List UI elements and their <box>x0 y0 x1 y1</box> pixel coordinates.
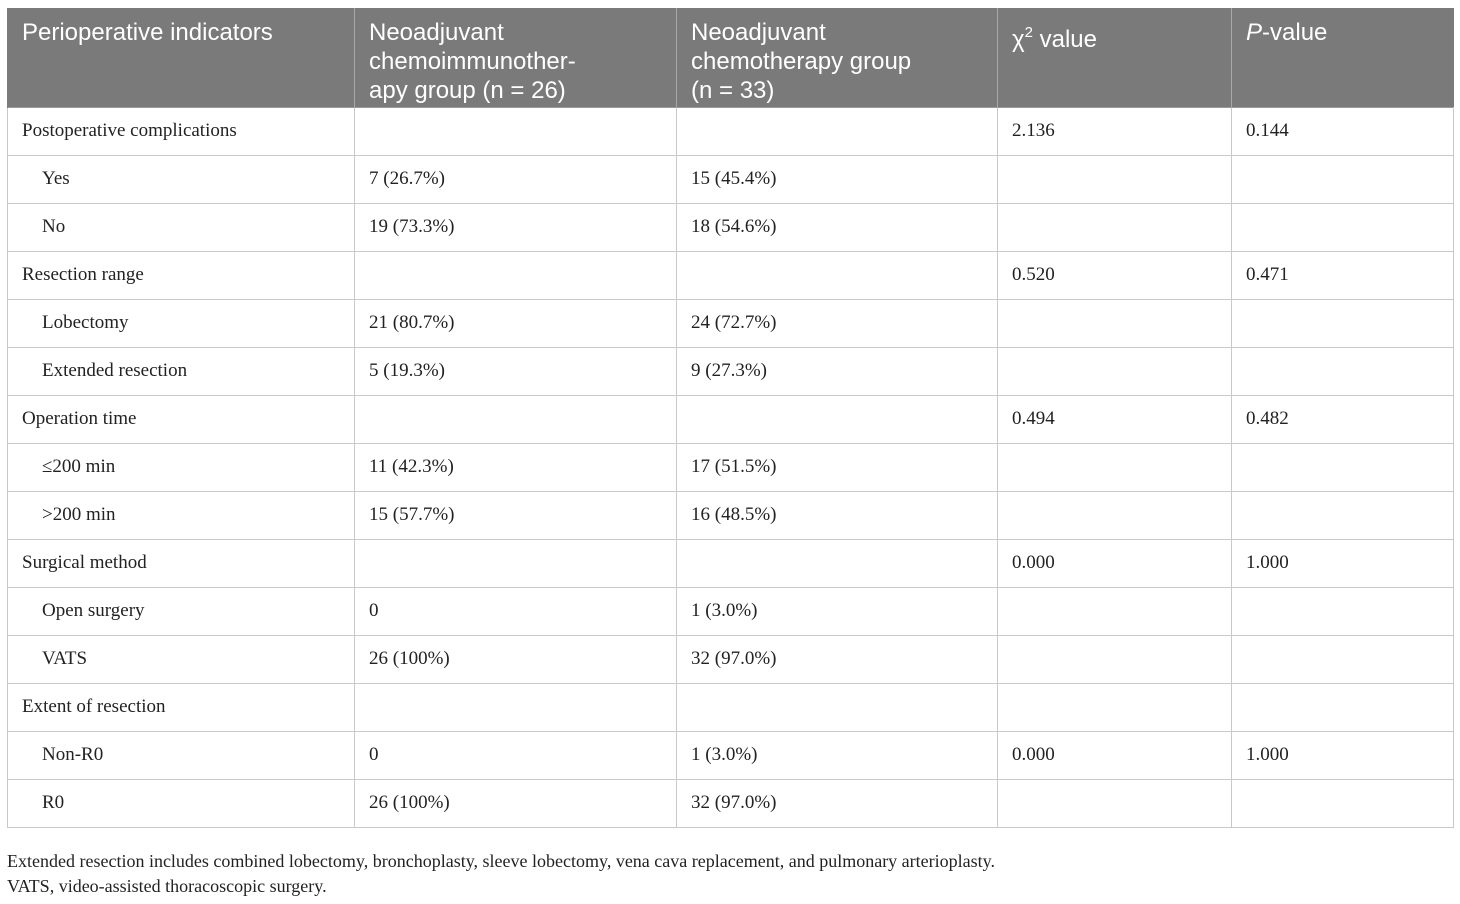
chemotherapy-value: 1 (3.0%) <box>677 731 998 779</box>
chi-square-value <box>998 587 1232 635</box>
row-label: Extent of resection <box>8 683 355 731</box>
perioperative-table <box>7 8 1454 828</box>
header-p-value: P-value <box>1232 8 1454 107</box>
footnote-extended-resection: Extended resection includes combined lobectomy, bronchoplasty, sleeve lobectomy, vena cava replacement, and pulmonary arterioplasty. <box>7 851 995 871</box>
chemoimmunotherapy-value <box>355 395 677 443</box>
chemoimmunotherapy-value: 26 (100%) <box>355 779 677 827</box>
p-value <box>1232 299 1454 347</box>
chemotherapy-value: 18 (54.6%) <box>677 203 998 251</box>
table-row <box>8 155 1454 203</box>
p-value: 0.482 <box>1232 395 1454 443</box>
chemotherapy-value: 17 (51.5%) <box>677 443 998 491</box>
chemoimmunotherapy-value: 5 (19.3%) <box>355 347 677 395</box>
chi-square-value <box>998 347 1232 395</box>
chemotherapy-value <box>677 395 998 443</box>
table-row <box>8 107 1454 155</box>
row-label: Surgical method <box>8 539 355 587</box>
p-value <box>1232 443 1454 491</box>
chemoimmunotherapy-value: 19 (73.3%) <box>355 203 677 251</box>
chemoimmunotherapy-value: 0 <box>355 587 677 635</box>
row-label: Resection range <box>8 251 355 299</box>
table-footnotes <box>7 849 1447 899</box>
row-label: Extended resection <box>8 347 355 395</box>
table-row <box>8 395 1454 443</box>
p-value <box>1232 155 1454 203</box>
chi-square-value <box>998 203 1232 251</box>
perioperative-table-container <box>7 8 1453 828</box>
chi-square-value <box>998 779 1232 827</box>
table-row <box>8 731 1454 779</box>
header-chi-square-value: $\chi^2$ value <box>998 8 1232 107</box>
p-value <box>1232 347 1454 395</box>
row-label: ≤200 min <box>8 443 355 491</box>
p-value: 0.144 <box>1232 107 1454 155</box>
table-row <box>8 635 1454 683</box>
p-value <box>1232 779 1454 827</box>
chemotherapy-value: 9 (27.3%) <box>677 347 998 395</box>
row-label: R0 <box>8 779 355 827</box>
chi-square-value <box>998 491 1232 539</box>
table-row <box>8 587 1454 635</box>
chi-square-value <box>998 443 1232 491</box>
table-row <box>8 203 1454 251</box>
footnote-vats: VATS, video-assisted thoracoscopic surgery. <box>7 876 327 896</box>
header-chemoimmunotherapy-group: Neoadjuvant chemoimmunother- apy group (n = 26) <box>355 8 677 107</box>
table-header <box>8 8 1454 107</box>
table-row <box>8 347 1454 395</box>
chemotherapy-value <box>677 683 998 731</box>
chemoimmunotherapy-value: 11 (42.3%) <box>355 443 677 491</box>
chemoimmunotherapy-value <box>355 683 677 731</box>
table-row <box>8 251 1454 299</box>
p-value <box>1232 635 1454 683</box>
p-value <box>1232 203 1454 251</box>
chemotherapy-value: 32 (97.0%) <box>677 779 998 827</box>
chemoimmunotherapy-value: 7 (26.7%) <box>355 155 677 203</box>
chemoimmunotherapy-value <box>355 251 677 299</box>
p-value: 0.471 <box>1232 251 1454 299</box>
table-row <box>8 491 1454 539</box>
chi-square-value: 0.000 <box>998 539 1232 587</box>
chemoimmunotherapy-value: 15 (57.7%) <box>355 491 677 539</box>
table-row <box>8 443 1454 491</box>
table-row <box>8 299 1454 347</box>
header-perioperative-indicators: Perioperative indicators <box>8 8 355 107</box>
chemotherapy-value: 15 (45.4%) <box>677 155 998 203</box>
chemoimmunotherapy-value <box>355 107 677 155</box>
chemotherapy-value <box>677 539 998 587</box>
row-label: Lobectomy <box>8 299 355 347</box>
chemoimmunotherapy-value <box>355 539 677 587</box>
chemotherapy-value <box>677 251 998 299</box>
chi-square-value: 2.136 <box>998 107 1232 155</box>
row-label: VATS <box>8 635 355 683</box>
p-value: 1.000 <box>1232 731 1454 779</box>
chi-square-value <box>998 683 1232 731</box>
chi-square-value: 0.494 <box>998 395 1232 443</box>
table-row <box>8 779 1454 827</box>
p-value <box>1232 587 1454 635</box>
table-row <box>8 683 1454 731</box>
row-label: No <box>8 203 355 251</box>
row-label: Postoperative complications <box>8 107 355 155</box>
chemotherapy-value: 16 (48.5%) <box>677 491 998 539</box>
chemotherapy-value: 1 (3.0%) <box>677 587 998 635</box>
row-label: Operation time <box>8 395 355 443</box>
row-label: Open surgery <box>8 587 355 635</box>
chemotherapy-value <box>677 107 998 155</box>
row-label: Non-R0 <box>8 731 355 779</box>
chemotherapy-value: 24 (72.7%) <box>677 299 998 347</box>
table-body <box>8 107 1454 827</box>
p-value <box>1232 683 1454 731</box>
chi-square-value <box>998 635 1232 683</box>
chemoimmunotherapy-value: 21 (80.7%) <box>355 299 677 347</box>
chi-square-value <box>998 299 1232 347</box>
p-value <box>1232 491 1454 539</box>
chemoimmunotherapy-value: 26 (100%) <box>355 635 677 683</box>
chemoimmunotherapy-value: 0 <box>355 731 677 779</box>
header-chemotherapy-group: Neoadjuvant chemotherapy group (n = 33) <box>677 8 998 107</box>
row-label: >200 min <box>8 491 355 539</box>
chi-square-value <box>998 155 1232 203</box>
p-value: 1.000 <box>1232 539 1454 587</box>
chi-square-value: 0.520 <box>998 251 1232 299</box>
row-label: Yes <box>8 155 355 203</box>
table-row <box>8 539 1454 587</box>
chi-square-value: 0.000 <box>998 731 1232 779</box>
chemotherapy-value: 32 (97.0%) <box>677 635 998 683</box>
